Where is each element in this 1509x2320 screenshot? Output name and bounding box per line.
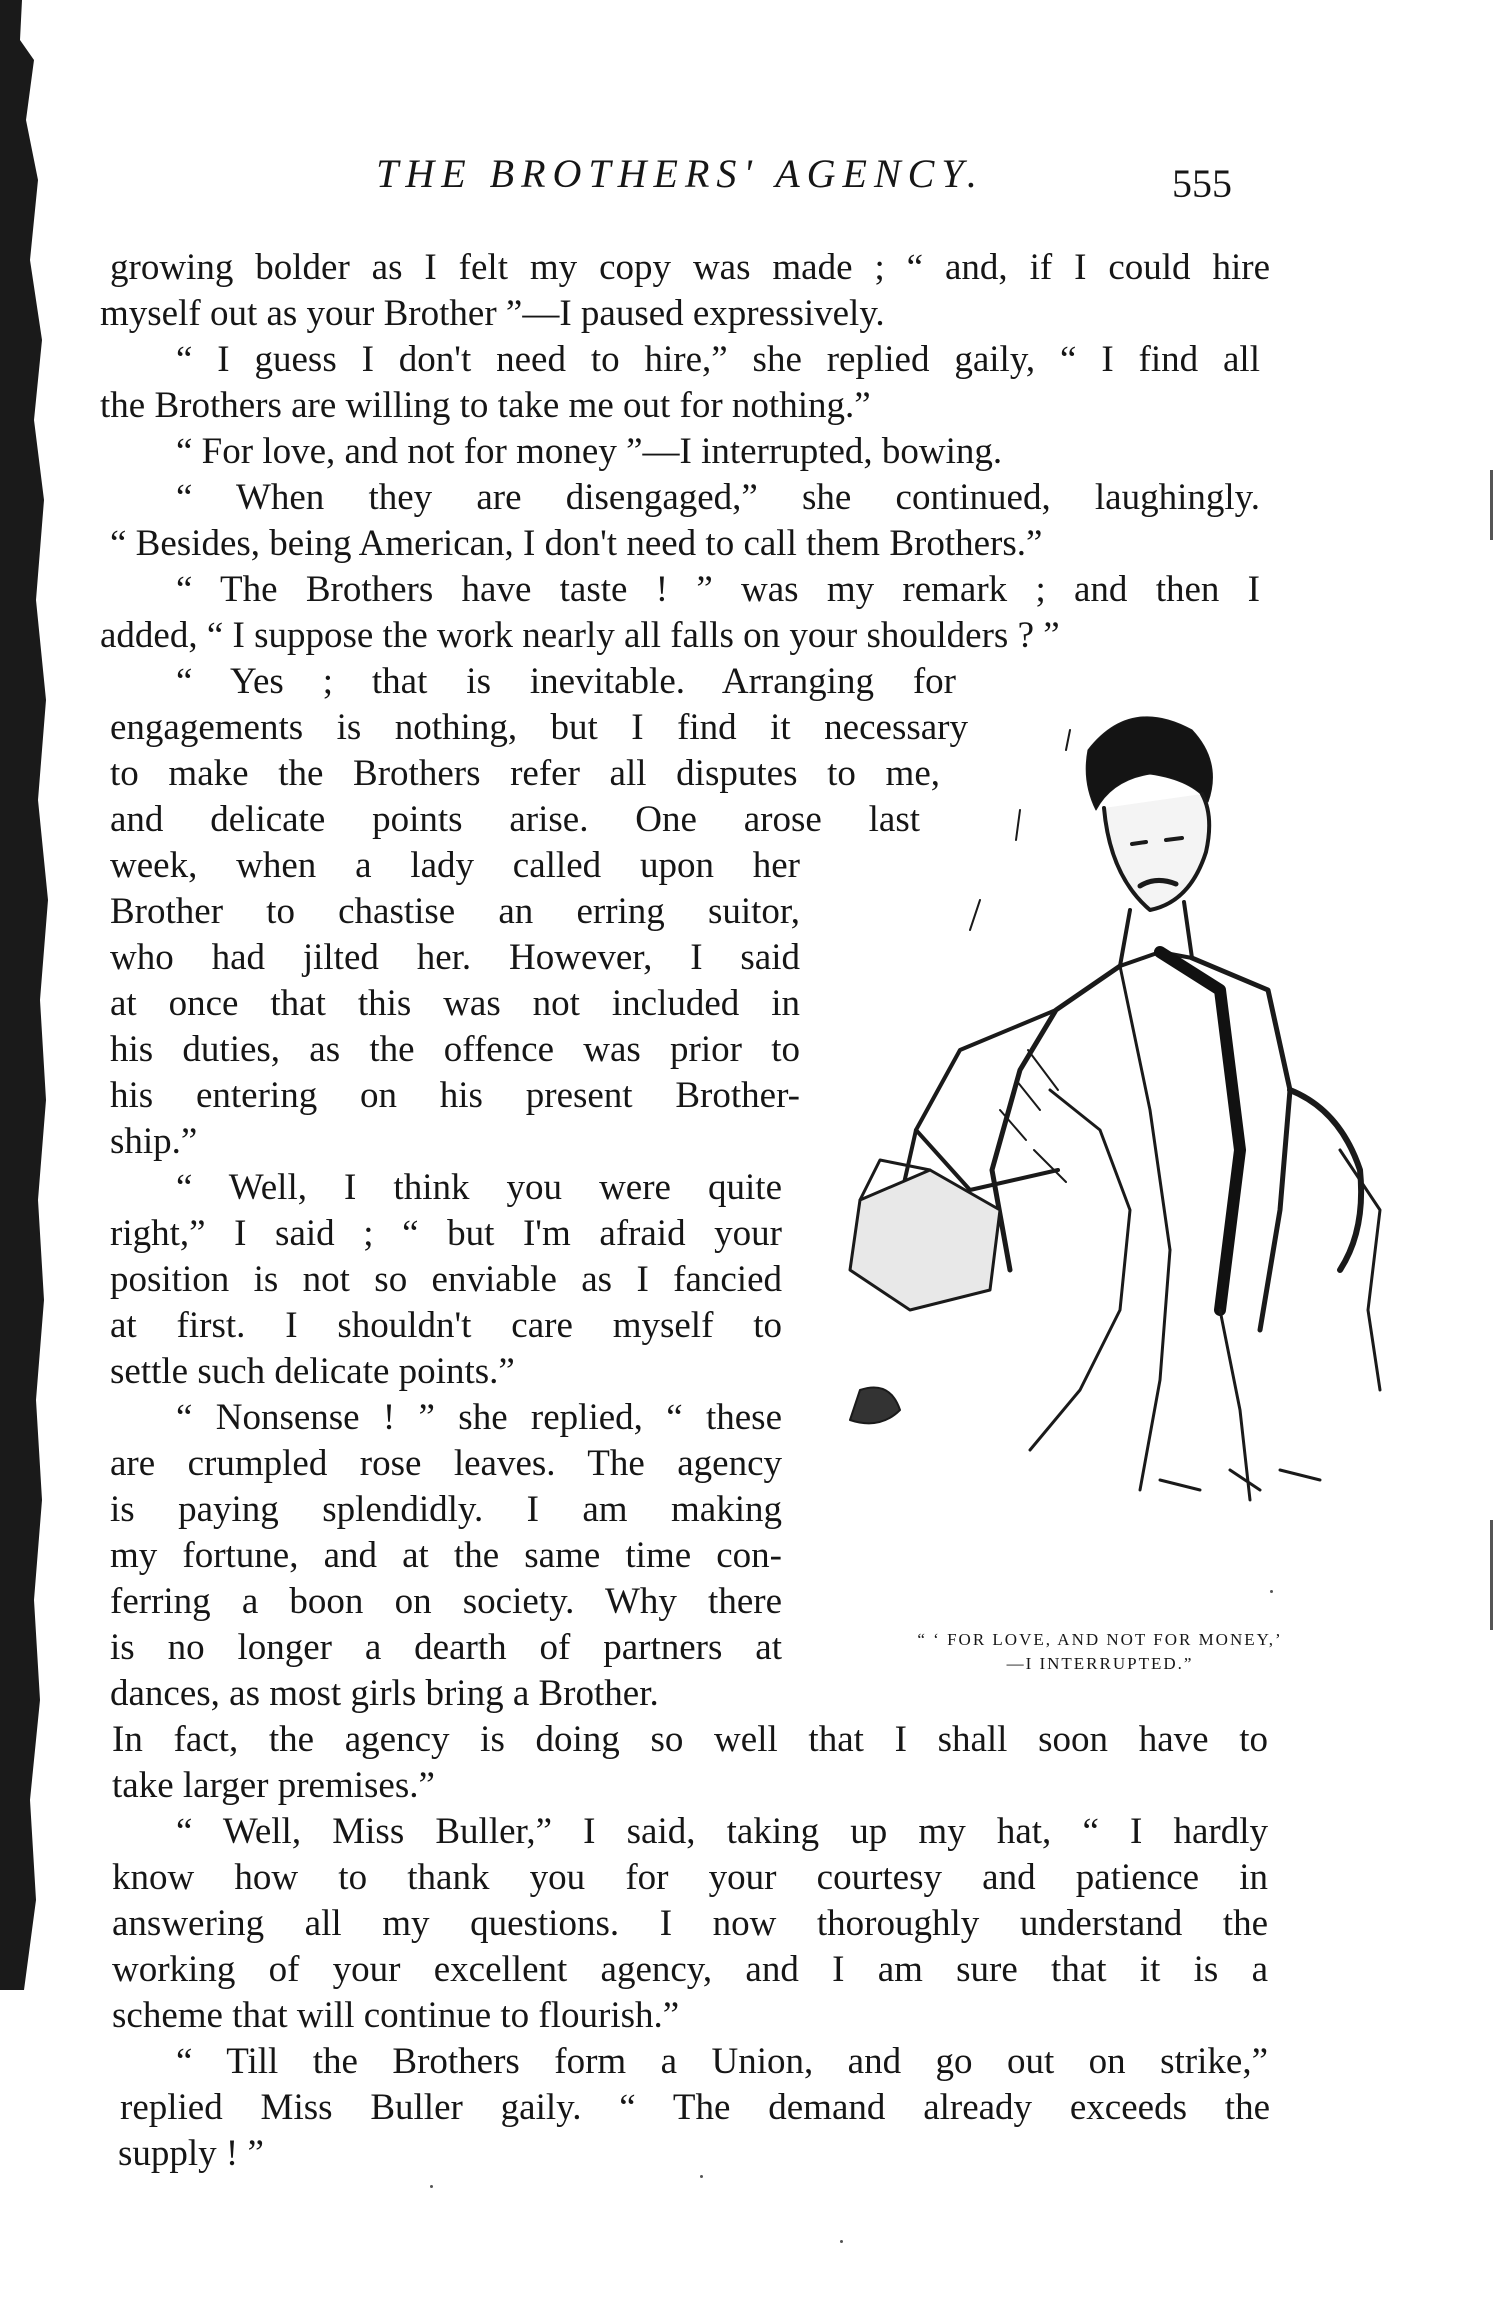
text-line: ferring a boon on society. Why there bbox=[110, 1581, 782, 1622]
text-line: at once that this was not included in bbox=[110, 983, 800, 1024]
text-line: “ Nonsense ! ” she replied, “ these bbox=[176, 1397, 782, 1438]
caption-line: —I INTERRUPTED.” bbox=[1006, 1654, 1194, 1673]
text-line: position is not so enviable as I fancied bbox=[110, 1259, 782, 1300]
text-line: growing bolder as I felt my copy was made ; “ and, if I could hire bbox=[110, 247, 1270, 288]
ink-speck bbox=[430, 2185, 433, 2188]
text-line: his entering on his present Brother- bbox=[110, 1075, 800, 1116]
binding-edge bbox=[0, 0, 48, 1990]
text-line: my fortune, and at the same time con- bbox=[110, 1535, 782, 1576]
text-line: at first. I shouldn't care myself to bbox=[110, 1305, 782, 1346]
text-line: settle such delicate points.” bbox=[110, 1351, 515, 1392]
ink-speck bbox=[840, 2240, 843, 2243]
page-number: 555 bbox=[1172, 161, 1232, 206]
text-line: supply ! ” bbox=[118, 2133, 264, 2174]
text-line: know how to thank you for your courtesy and patience in bbox=[112, 1857, 1268, 1898]
margin-mark bbox=[1490, 470, 1493, 540]
text-line: right,” I said ; “ but I'm afraid your bbox=[110, 1213, 782, 1254]
text-line: working of your excellent agency, and I am sure that it is a bbox=[112, 1949, 1268, 1990]
caption-line: “ ‘ FOR LOVE, AND NOT FOR MONEY,’ bbox=[917, 1630, 1283, 1649]
margin-mark bbox=[1490, 1520, 1493, 1630]
text-line: replied Miss Buller gaily. “ The demand already exceeds the bbox=[120, 2087, 1270, 2128]
text-line: added, “ I suppose the work nearly all falls on your shoulders ? ” bbox=[100, 615, 1060, 656]
illustration-gentleman-bowing bbox=[820, 690, 1390, 1580]
text-line: dances, as most girls bring a Brother. bbox=[110, 1673, 659, 1714]
text-line: and delicate points arise. One arose last bbox=[110, 799, 920, 840]
text-line: is paying splendidly. I am making bbox=[110, 1489, 782, 1530]
text-line: “ Till the Brothers form a Union, and go out on strike,” bbox=[176, 2041, 1268, 2082]
text-line: “ The Brothers have taste ! ” was my remark ; and then I bbox=[176, 569, 1260, 610]
text-line: answering all my questions. I now thoroughly understand the bbox=[112, 1903, 1268, 1944]
text-line: his duties, as the offence was prior to bbox=[110, 1029, 800, 1070]
text-line: are crumpled rose leaves. The agency bbox=[110, 1443, 782, 1484]
text-line: take larger premises.” bbox=[112, 1765, 435, 1806]
text-line: “ Yes ; that is inevitable. Arranging for bbox=[176, 661, 956, 702]
text-line: to make the Brothers refer all disputes to me, bbox=[110, 753, 940, 794]
ink-speck bbox=[700, 2175, 703, 2178]
text-line: the Brothers are willing to take me out for nothing.” bbox=[100, 385, 871, 426]
text-line: who had jilted her. However, I said bbox=[110, 937, 800, 978]
ink-speck bbox=[1270, 1590, 1273, 1593]
illustration-caption bbox=[805, 1628, 1395, 1676]
text-line: ship.” bbox=[110, 1121, 198, 1162]
running-title: THE BROTHERS' AGENCY. bbox=[376, 151, 984, 196]
text-line: engagements is nothing, but I find it necessary bbox=[110, 707, 968, 748]
text-line: “ Besides, being American, I don't need to call them Brothers.” bbox=[110, 523, 1043, 564]
text-line: “ When they are disengaged,” she continued, laughingly. bbox=[176, 477, 1260, 518]
text-line: In fact, the agency is doing so well that I shall soon have to bbox=[112, 1719, 1268, 1760]
text-line: is no longer a dearth of partners at bbox=[110, 1627, 782, 1668]
text-line: “ For love, and not for money ”—I interrupted, bowing. bbox=[176, 431, 1003, 472]
text-line: week, when a lady called upon her bbox=[110, 845, 800, 886]
text-line: “ I guess I don't need to hire,” she replied gaily, “ I find all bbox=[176, 339, 1260, 380]
text-line: “ Well, Miss Buller,” I said, taking up my hat, “ I hardly bbox=[176, 1811, 1268, 1852]
text-line: myself out as your Brother ”—I paused expressively. bbox=[100, 293, 885, 334]
text-line: scheme that will continue to flourish.” bbox=[112, 1995, 680, 2036]
text-line: Brother to chastise an erring suitor, bbox=[110, 891, 800, 932]
text-line: “ Well, I think you were quite bbox=[176, 1167, 782, 1208]
